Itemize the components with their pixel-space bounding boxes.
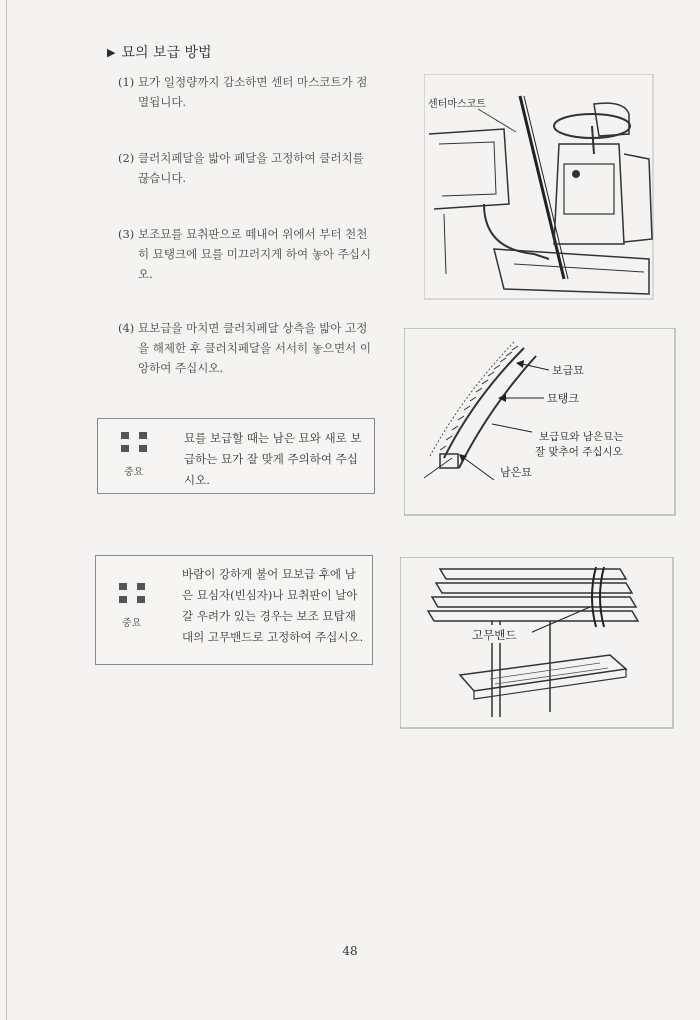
important-label: 중요 (124, 467, 144, 478)
step-number: (2) (118, 151, 135, 165)
step-text: 보조묘를 묘취판으로 떼내어 위에서 부터 천천히 묘탱크에 묘를 미끄러지게 하여 놓아 주십시오. (138, 227, 372, 281)
important-label: 중요 (122, 618, 142, 629)
important-notice-2 (95, 555, 373, 665)
matching-note-label: 보급묘와 남은묘는 잘 맞추어 주십시오 (535, 431, 624, 458)
step-1 (118, 72, 376, 112)
section-heading (107, 42, 212, 62)
step-text: 클러치페달을 밟아 페달을 고정하여 클러치를 끊습니다. (138, 151, 364, 185)
step-text: 묘보급을 마치면 클러치페달 상측을 밟아 고정을 해제한 후 클러치페달을 서서히 놓으면서 이앙하여 주십시오. (138, 321, 372, 375)
page-number: 48 (342, 944, 358, 958)
step-2 (118, 148, 376, 188)
center-mascot-label: 센터마스코트 (428, 99, 486, 110)
notice-text: 묘를 보급할 때는 남은 묘와 새로 보급하는 묘가 잘 맞게 주의하여 주십시오. (184, 431, 362, 487)
important-icon (118, 582, 146, 604)
seedling-tank-label: 묘탱크 (547, 392, 579, 405)
step-number: (3) (118, 227, 135, 241)
supply-seedling-label: 보급묘 (552, 364, 584, 377)
seedling-tank-figure (404, 328, 676, 516)
page-edge (6, 0, 7, 1020)
step-3 (118, 224, 376, 284)
section-heading-text: 묘의 보급 방법 (121, 45, 212, 61)
important-icon (120, 431, 148, 453)
step-number: (4) (118, 321, 135, 335)
step-number: (1) (118, 75, 135, 89)
step-text: 묘가 일정량까지 감소하면 센터 마스코트가 점멸됩니다. (138, 75, 368, 109)
important-notice-1 (97, 418, 375, 494)
rubber-band-label: 고무밴드 (472, 628, 517, 642)
step-4 (118, 318, 376, 378)
rubber-band-figure (400, 557, 674, 729)
notice-text: 바람이 강하게 불어 묘보급 후에 남은 묘심자(빈심자)나 묘취판이 날아갈 우려가 있는 경우는 보조 묘탑재대의 고무밴드로 고정하여 주십시오. (182, 567, 364, 644)
tractor-figure (424, 74, 654, 300)
remaining-seedling-label: 남은묘 (500, 466, 532, 479)
triangle-bullet-icon: ▶ (107, 45, 116, 59)
